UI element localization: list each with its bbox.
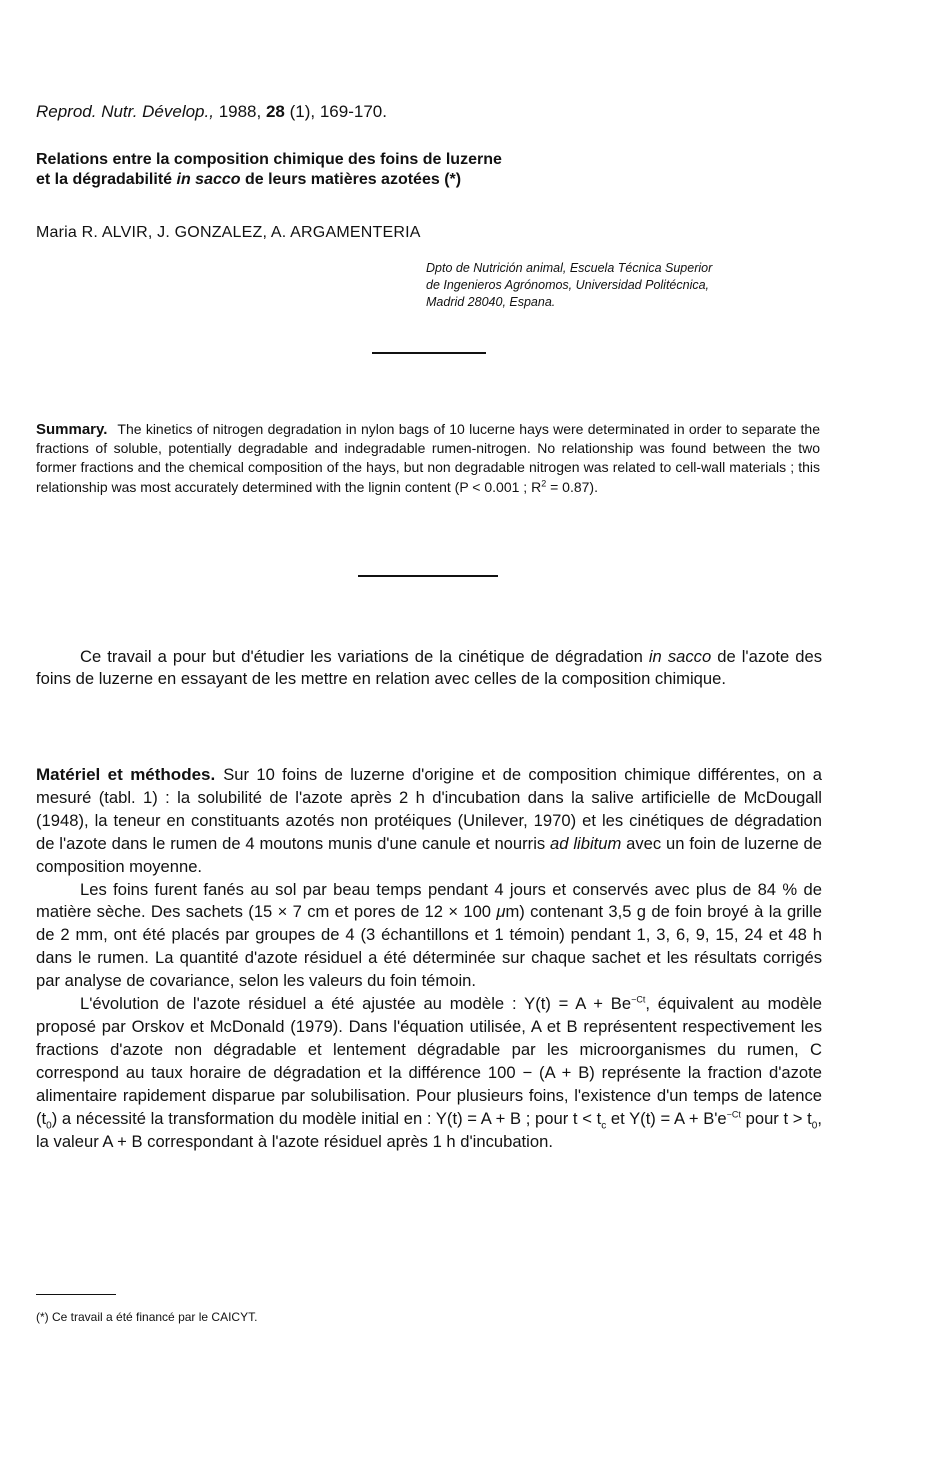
affiliation-line-1: Dpto de Nutrición animal, Escuela Técnica Superior [426, 261, 713, 275]
title-line-2 [36, 170, 736, 190]
methods-p3-sub-1: 0 [46, 1119, 52, 1131]
affiliation-line-2: de Ingenieros Agrónomos, Universidad Politécnica, [426, 278, 710, 292]
methods-p3-text-a: L'évolution de l'azote résiduel a été ajustée au modèle : Y(t) = A + Be [80, 994, 632, 1014]
methods-p3-sup-2: −Ct [726, 1109, 741, 1120]
methods-p3-sub-3: 0 [811, 1119, 818, 1131]
summary-block [36, 420, 820, 497]
journal-volume: 28 [265, 102, 285, 121]
affiliation-line-3: Madrid 28040, Espana. [426, 295, 556, 309]
methods-paragraph-1 [36, 764, 822, 879]
summary-superscript: 2 [541, 477, 547, 488]
methods-p3-text-f: , la valeur A + B correspondant à l'azote résiduel après 1 h d'incubation. [36, 1108, 822, 1151]
methods-p3-text-c: ) a nécessité la transformation du modèle initial en : Y(t) = A + B ; pour t < t [51, 1108, 602, 1128]
summary-text-end: = 0.87). [546, 478, 598, 495]
intro-text: Ce travail a pour but d'étudier les variations de la cinétique de dégradation [80, 647, 649, 666]
divider-top [372, 352, 486, 354]
methods-p2-end: m) contenant 3,5 g de foin broyé à la grille de 2 mm, ont été placés par groupes de 4 (3 échantillons et 1 témoin) pendant 1, 3, 6, 9, 15, 24 et 48 h dans le rumen. La quantité d'azote résiduel a été déterminée sur chaque sachet et les résultats corrigés par analyse de covariance, selon les valeurs du foin témoin. [36, 902, 822, 991]
title-line-2-end: de leurs matières azotées (*) [244, 171, 462, 188]
paper-title [36, 150, 736, 190]
title-line-2-start: et la dégradabilité [36, 171, 173, 188]
summary-text: The kinetics of nitrogen degradation in nylon bags of 10 lucerne hays were determinated in order to separate the fractions of soluble, potentially degradable and indegradable rumen-nitrogen. No relationship was found between the two former fractions and the chemical composition of the hays, but non degradable nitrogen was related to cell-wall materials ; this relationship was most accurately determined with the lignin content (P < 0.001 ; R [36, 421, 820, 495]
methods-p2-mu: μ [496, 902, 506, 922]
title-line-1: Relations entre la composition chimique des foins de luzerne [36, 151, 502, 168]
journal-name: Reprod. Nutr. Dévelop., [36, 102, 214, 121]
intro-paragraph [36, 646, 822, 690]
methods-p3-text-e: pour t > t [740, 1108, 812, 1128]
journal-year: 1988, [218, 102, 262, 121]
methods-heading: Matériel et méthodes. [36, 765, 216, 784]
methods-p3-sup-1: −Ct [631, 994, 646, 1005]
divider-middle [358, 575, 498, 577]
methods-p3-sub-2: c [601, 1119, 607, 1131]
title-line-2-italic: in sacco [176, 171, 241, 188]
footnote: (*) Ce travail a été financé par le CAICYT. [36, 1310, 258, 1324]
footnote-rule [36, 1294, 116, 1295]
methods-paragraph-2 [36, 879, 822, 994]
methods-paragraph-3 [36, 993, 822, 1153]
methods-section [36, 764, 822, 1153]
journal-pages: (1), 169-170. [289, 102, 387, 121]
author-list: Maria R. ALVIR, J. GONZALEZ, A. ARGAMENTERIA [36, 224, 421, 241]
affiliation [426, 260, 846, 311]
journal-citation [36, 102, 387, 122]
methods-p1-end: avec un foin de luzerne de composition moyenne. [36, 833, 822, 876]
methods-p3-text-d: et Y(t) = A + B'e [606, 1108, 727, 1128]
methods-p1-italic: ad libitum [550, 833, 622, 853]
methods-p3-text-b: , équivalent au modèle proposé par Orskov et McDonald (1979). Dans l'équation utilisée, A et B représentent respectivement les fractions d'azote non dégradable et lentement dégradable par les microorganismes du rumen, C correspond au taux horaire de dégradation et la différence 100 − (A + B) représente la fraction d'azote alimentaire rapidement disparue par solubilisation. Pour plusieurs foins, l'existence d'un temps de latence (t [36, 994, 822, 1128]
summary-heading: Summary. [36, 421, 108, 438]
methods-p2-text: Les foins furent fanés au sol par beau temps pendant 4 jours et conservés avec plus de 84 % de matière sèche. Des sachets (15 × 7 cm et pores de 12 × 100 [36, 879, 822, 922]
methods-p1-text: Sur 10 foins de luzerne d'origine et de composition chimique différentes, on a mesuré (tabl. 1) : la solubilité de l'azote après 2 h d'incubation dans la salive artificielle de McDougall (1948), la teneur en constituants azotés non protéiques (Unilever, 1970) et les cinétiques de dégradation de l'azote dans le rumen de 4 moutons munis d'une canule et nourris [36, 765, 822, 853]
intro-text-end: de l'azote des foins de luzerne en essayant de les mettre en relation avec celles de la composition chimique. [36, 647, 822, 688]
intro-italic: in sacco [648, 647, 712, 666]
